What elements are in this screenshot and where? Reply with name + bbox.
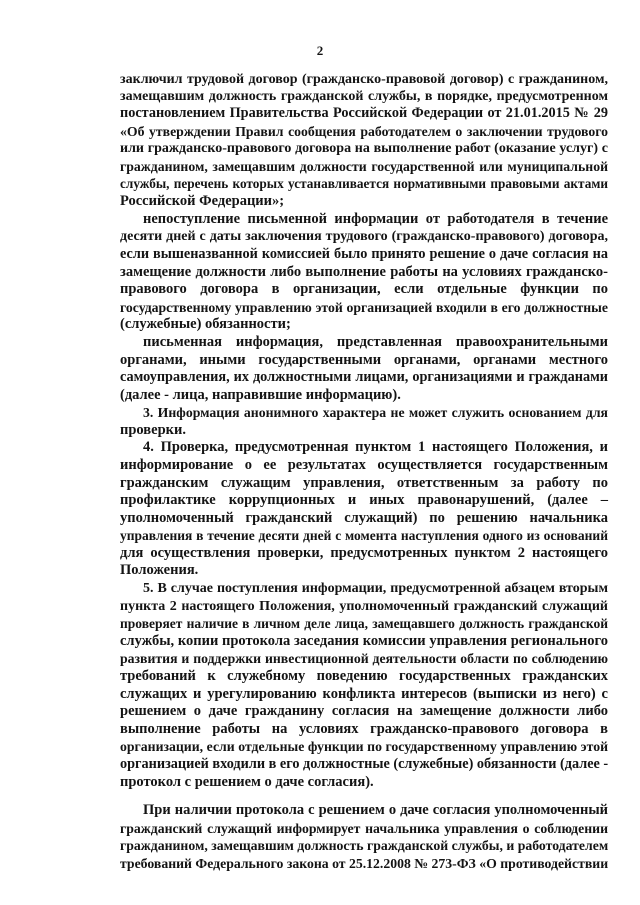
text-line: проверяет наличие в личном деле лица, замещавшего должность гражданской <box>120 616 608 631</box>
text-line: информирование о ее результатах осуществляется государственным <box>120 457 608 473</box>
text-line: письменная информация, представленная правоохранительными <box>143 334 608 350</box>
page-number: 2 <box>316 43 324 58</box>
text-line: служащих и урегулированию конфликта интересов (выписки из него) с <box>120 686 608 702</box>
text-line: организации, если отдельные функции по государственному управлению этой <box>120 739 608 754</box>
text-line: десяти дней с даты заключения трудового (гражданско-правового) договора, <box>120 229 608 244</box>
text-line: пункта 2 настоящего Положения, уполномоченный гражданский служащий <box>120 599 608 614</box>
text-line: службы, копии протокола заседания комиссии управления регионального <box>120 633 608 649</box>
text-line: замещение должности либо выполнение работы на условиях гражданско- <box>120 264 608 280</box>
text-line: развития и поддержки инвестиционной деятельности области по соблюдению <box>120 651 608 666</box>
text-line: непоступление письменной информации от работодателя в течение <box>143 211 608 227</box>
text-line: (далее - лица, направившие информацию). <box>120 387 401 403</box>
text-line: для осуществления проверки, предусмотренных пунктом 2 настоящего <box>120 545 608 561</box>
text-line: правового договора в организации, если отдельные функции по <box>120 281 608 297</box>
text-line: 5. В случае поступления информации, предусмотренной абзацем вторым <box>143 581 608 596</box>
text-line: «Об утверждении Правил сообщения работодателем о заключении трудового <box>120 124 608 139</box>
text-line: государственному управлению этой организацией входили в его должностные <box>120 300 608 315</box>
text-line: управления в течение десяти дней с момента наступления одного из оснований <box>120 528 608 543</box>
text-line: (служебные) обязанности; <box>120 316 291 332</box>
text-line: гражданином, замещавшим должности государственной или муниципальной <box>120 159 608 174</box>
text-line: постановлением Правительства Российской Федерации от 21.01.2015 № 29 <box>120 105 608 121</box>
text-line: организацией входили в его должностные (служебные) обязанности (далее - <box>120 756 609 772</box>
text-line: службы, перечень которых устанавливается нормативными правовыми актами <box>120 176 608 191</box>
text-line: 4. Проверка, предусмотренная пунктом 1 настоящего Положения, и <box>143 439 608 455</box>
text-line: требований к служебному поведению государственных гражданских <box>120 668 608 684</box>
text-line: протокол с решением о даче согласия). <box>120 774 374 790</box>
text-line: замещавшим должность гражданской службы, в порядке, предусмотренном <box>120 89 608 104</box>
text-line: заключил трудовой договор (гражданско-правовой договор) с гражданином, <box>120 72 608 87</box>
text-line: выполнение работы на условиях гражданско-правового договора в <box>120 721 608 737</box>
text-line: гражданином, замещавшим должность гражданской службы, и работодателем <box>120 838 609 853</box>
text-line: органами, иными государственными органами, органами местного <box>120 352 608 368</box>
text-line: если вышеназванной комиссией было принято решение о даче согласия на <box>120 246 608 262</box>
text-line: или гражданско-правового договора на выполнение работ (оказание услуг) с <box>120 141 608 156</box>
text-line: уполномоченный гражданский служащий) по решению начальника <box>120 510 608 526</box>
text-line: гражданским служащим управления, ответственным за работу по <box>120 475 608 491</box>
text-line: Положения. <box>120 562 199 578</box>
text-line: профилактике коррупционных и иных правонарушений, (далее – <box>120 492 608 508</box>
text-line: проверки. <box>120 422 186 438</box>
text-line: самоуправления, их должностными лицами, организациями и гражданами <box>120 369 608 385</box>
text-line: гражданский служащий информирует начальника управления о соблюдении <box>120 821 608 836</box>
text-line: решением о даче гражданину согласия на замещение должности либо <box>120 703 608 719</box>
text-line: требований Федерального закона от 25.12.2008 № 273-ФЗ «О противодействии <box>120 856 609 871</box>
text-line: 3. Информация анонимного характера не может служить основанием для <box>143 405 608 420</box>
text-line: Российской Федерации»; <box>120 193 285 209</box>
text-line: При наличии протокола с решением о даче согласия уполномоченный <box>143 802 608 818</box>
